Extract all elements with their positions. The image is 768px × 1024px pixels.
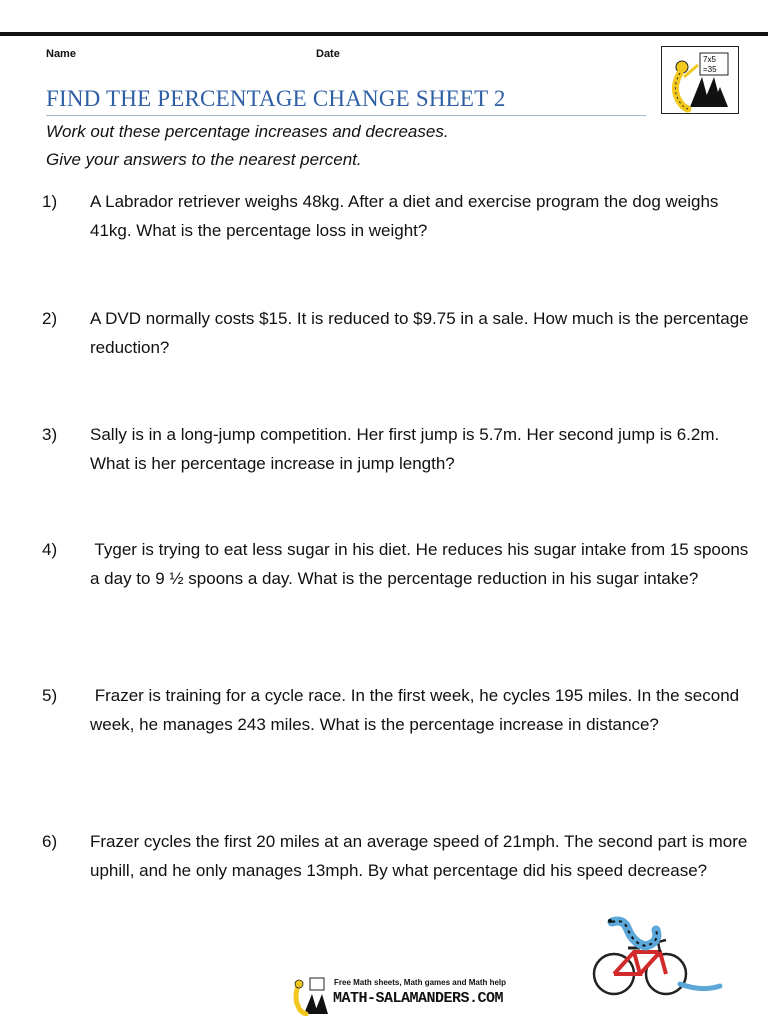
salamander-logo-icon xyxy=(661,46,739,114)
question-number: 3) xyxy=(42,425,58,444)
logo-text-top: 7x5 xyxy=(703,55,716,64)
question-number: 5) xyxy=(42,686,58,705)
footer-site-link[interactable]: MATH-SALAMANDERS.COM xyxy=(333,990,504,1007)
question-3 xyxy=(42,420,750,478)
date-label: Date xyxy=(316,48,340,60)
question-5 xyxy=(42,681,750,739)
question-number: 1) xyxy=(42,192,58,211)
question-text: A DVD normally costs $15. It is reduced to $9.75 in a sale. How much is the percentage reduction? xyxy=(90,309,749,357)
question-text: Tyger is trying to eat less sugar in his diet. He reduces his sugar intake from 15 spoons a day to 9 ½ spoons a day. What is the percentage reduction in his sugar intake? xyxy=(90,540,749,588)
instruction-line-1: Work out these percentage increases and decreases. xyxy=(46,122,449,141)
footer-logo-icon xyxy=(290,976,334,1021)
question-text: Frazer is training for a cycle race. In the first week, he cycles 195 miles. In the second week, he manages 243 miles. What is the percentage increase in distance? xyxy=(90,686,740,734)
question-number: 4) xyxy=(42,540,58,559)
question-2 xyxy=(42,304,750,362)
question-text: Sally is in a long-jump competition. Her first jump is 5.7m. Her second jump is 6.2m. What is her percentage increase in jump length? xyxy=(90,425,720,473)
instruction-line-2: Give your answers to the nearest percent. xyxy=(46,150,362,169)
logo-text-bottom: =35 xyxy=(703,65,717,74)
question-text: Frazer cycles the first 20 miles at an average speed of 21mph. The second part is more uphill, and he only manages 13mph. By what percentage did his speed decrease? xyxy=(90,832,748,880)
page-title: FIND THE PERCENTAGE CHANGE SHEET 2 xyxy=(46,86,506,111)
salamander-on-bicycle-icon xyxy=(584,912,724,1007)
question-6 xyxy=(42,827,750,885)
title-underline xyxy=(46,115,646,116)
question-1 xyxy=(42,187,750,245)
question-number: 6) xyxy=(42,832,58,851)
top-rule xyxy=(0,32,768,36)
question-4 xyxy=(42,535,750,593)
question-number: 2) xyxy=(42,309,58,328)
footer-tagline: Free Math sheets, Math games and Math help xyxy=(334,978,507,987)
name-label: Name xyxy=(46,48,76,60)
question-text: A Labrador retriever weighs 48kg. After a diet and exercise program the dog weighs 41kg. What is the percentage loss in weight? xyxy=(90,192,719,240)
